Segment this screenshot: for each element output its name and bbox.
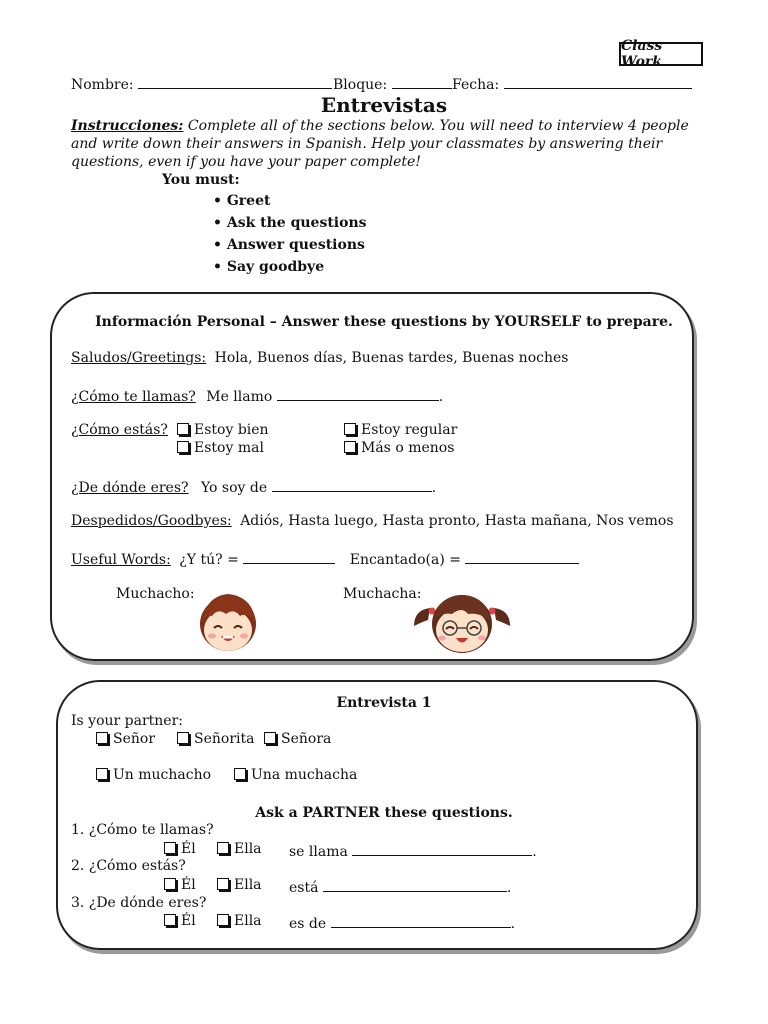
answer-row: [289, 841, 537, 860]
muchacho-label: Muchacho:: [116, 586, 195, 602]
you-must-item: • Greet: [213, 193, 271, 209]
partner-option[interactable]: [234, 767, 357, 783]
estado-option[interactable]: [177, 422, 269, 438]
girl-face-icon: [412, 586, 512, 656]
ella-label: Ella: [234, 913, 262, 929]
estado-option-label: Estoy regular: [361, 422, 458, 438]
el-option[interactable]: [164, 913, 196, 929]
me-llamo-blank[interactable]: [277, 386, 439, 401]
partner-question: Is your partner:: [71, 713, 183, 729]
checkbox-icon: [177, 441, 189, 453]
class-work-label: Class Work: [619, 42, 703, 66]
ella-option[interactable]: [217, 913, 262, 929]
answer-period: .: [532, 844, 537, 860]
el-label: Él: [181, 877, 196, 893]
nombre-label: Nombre:: [71, 77, 134, 93]
checkbox-icon: [344, 423, 356, 435]
useful-words-label: Useful Words:: [71, 552, 171, 568]
saludos-text: Hola, Buenos días, Buenas tardes, Buenas noches: [214, 350, 569, 366]
checkbox-icon: [217, 914, 229, 926]
partner-option-label: Una muchacha: [251, 767, 358, 783]
you-must-item: • Answer questions: [213, 237, 365, 253]
como-estas-label: ¿Cómo estás?: [71, 422, 168, 438]
personal-heading: Información Personal – Answer these questions by YOURSELF to prepare.: [95, 314, 673, 330]
page-title: Entrevistas: [320, 93, 448, 117]
checkbox-icon: [344, 441, 356, 453]
estado-option-label: Estoy bien: [194, 422, 269, 438]
you-must-heading: You must:: [162, 172, 240, 188]
encantado-text: Encantado(a) =: [349, 552, 461, 568]
answer-row: [289, 877, 511, 896]
answer-prefix: está: [289, 880, 319, 896]
boy-face-icon: [194, 586, 262, 654]
answer-period: .: [506, 880, 512, 896]
de-donde-label: ¿De dónde eres?: [71, 480, 189, 496]
useful-words-row: [71, 549, 579, 568]
question-3: 3. ¿De dónde eres?: [71, 895, 207, 911]
you-must-item-text: Answer questions: [226, 237, 365, 253]
estado-option[interactable]: [344, 422, 457, 438]
ella-label: Ella: [234, 841, 262, 857]
answer-prefix: se llama: [289, 844, 348, 860]
partner-option[interactable]: [96, 767, 211, 783]
despedidos-label: Despedidos/Goodbyes:: [71, 513, 232, 529]
estado-option[interactable]: [344, 440, 454, 456]
el-label: Él: [181, 913, 196, 929]
entrevista-heading: Entrevista 1: [336, 695, 432, 711]
instructions: [71, 117, 701, 171]
de-donde-row: ¿De dónde eres? Yo soy de .: [71, 477, 436, 496]
como-llamas-row: ¿Cómo te llamas? Me llamo .: [71, 386, 443, 405]
despedidos-row: [71, 513, 674, 529]
partner-option[interactable]: [264, 731, 331, 747]
y-tu-blank[interactable]: [243, 549, 335, 564]
you-must-item-text: Say goodbye: [226, 259, 325, 275]
fecha-field: [452, 74, 692, 93]
checkbox-icon: [177, 423, 189, 435]
partner-option-label: Señor: [113, 731, 156, 747]
saludos-row: [71, 350, 568, 366]
me-llamo-text: Me llamo: [206, 389, 273, 405]
partner-option-label: Señora: [281, 731, 332, 747]
despedidos-text: Adiós, Hasta luego, Hasta pronto, Hasta mañana, Nos vemos: [240, 513, 674, 529]
estado-option[interactable]: [177, 440, 264, 456]
como-llamas-label: ¿Cómo te llamas?: [71, 389, 196, 405]
answer-blank[interactable]: [352, 841, 532, 856]
checkbox-icon: [164, 914, 176, 926]
ella-label: Ella: [234, 877, 262, 893]
bloque-field: [333, 74, 452, 93]
como-estas-label-wrap: [71, 422, 168, 438]
partner-option-label: Señorita: [194, 731, 255, 747]
nombre-blank[interactable]: [138, 74, 332, 89]
answer-blank[interactable]: [323, 877, 507, 892]
yo-soy-de-blank[interactable]: [272, 477, 432, 492]
fecha-label: Fecha:: [452, 77, 500, 93]
y-tu-text: ¿Y tú? =: [179, 552, 239, 568]
checkbox-icon: [96, 732, 108, 744]
nombre-field: [71, 74, 332, 93]
ella-option[interactable]: [217, 841, 262, 857]
question-1: 1. ¿Cómo te llamas?: [71, 822, 214, 838]
partner-option[interactable]: [177, 731, 254, 747]
ella-option[interactable]: [217, 877, 262, 893]
encantado-blank[interactable]: [465, 549, 579, 564]
partner-option[interactable]: [96, 731, 155, 747]
answer-period: .: [510, 916, 516, 932]
answer-row: [289, 913, 515, 932]
answer-prefix: es de: [289, 916, 327, 932]
bloque-label: Bloque:: [333, 77, 388, 93]
question-2: 2. ¿Cómo estás?: [71, 858, 186, 874]
el-option[interactable]: [164, 877, 196, 893]
checkbox-icon: [217, 842, 229, 854]
you-must-item-text: Greet: [226, 193, 271, 209]
ask-partner-heading: Ask a PARTNER these questions.: [255, 805, 513, 821]
you-must-item-text: Ask the questions: [226, 215, 367, 231]
el-option[interactable]: [164, 841, 196, 857]
checkbox-icon: [177, 732, 189, 744]
checkbox-icon: [234, 768, 246, 780]
checkbox-icon: [96, 768, 108, 780]
fecha-blank[interactable]: [504, 74, 692, 89]
estado-option-label: Estoy mal: [194, 440, 264, 456]
checkbox-icon: [217, 878, 229, 890]
instructions-text: Complete all of the sections below. You will need to interview 4 people and write down their answers in Spanish. Help your classmates by answering their questions, even if you have your paper complete!: [71, 118, 689, 170]
checkbox-icon: [164, 878, 176, 890]
you-must-item: • Say goodbye: [213, 259, 325, 275]
answer-blank[interactable]: [331, 913, 511, 928]
saludos-label: Saludos/Greetings:: [71, 350, 207, 366]
checkbox-icon: [264, 732, 276, 744]
checkbox-icon: [164, 842, 176, 854]
you-must-item: • Ask the questions: [213, 215, 367, 231]
estado-option-label: Más o menos: [361, 440, 455, 456]
muchacha-label: Muchacha:: [343, 586, 422, 602]
partner-option-label: Un muchacho: [113, 767, 212, 783]
yo-soy-de-text: Yo soy de: [200, 480, 268, 496]
instructions-label: Instrucciones:: [71, 118, 184, 134]
bloque-blank[interactable]: [392, 74, 452, 89]
el-label: Él: [181, 841, 196, 857]
